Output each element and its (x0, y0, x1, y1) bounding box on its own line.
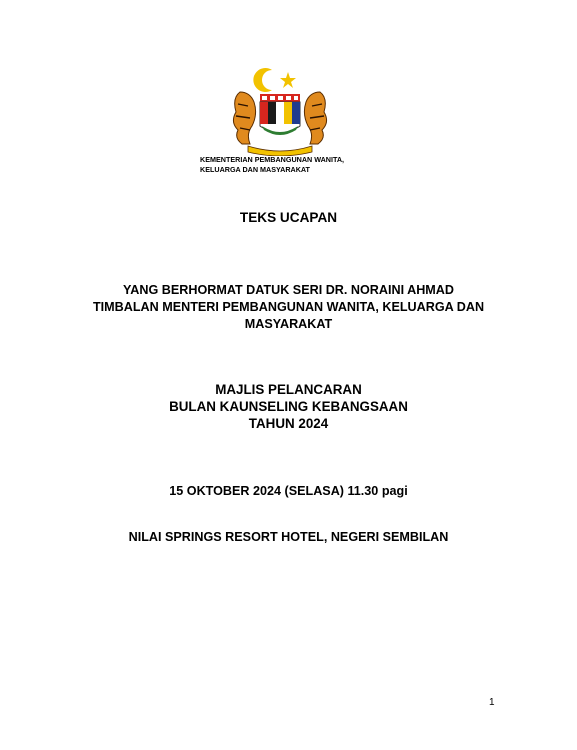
event-date (0, 483, 577, 500)
document-title (0, 209, 577, 226)
speaker-line: YANG BERHORMAT DATUK SERI DR. NORAINI AHMAD (123, 283, 454, 297)
event-line: TAHUN 2024 (248, 416, 329, 431)
page-number: 1 (489, 697, 495, 708)
star-icon (280, 72, 296, 88)
crescent-icon (253, 68, 272, 92)
ministry-name (200, 155, 380, 175)
coat-of-arms-icon (222, 64, 338, 156)
event-date-text: 15 OKTOBER 2024 (SELASA) 11.30 pagi (169, 484, 408, 498)
right-tiger-icon (304, 92, 326, 144)
event-venue-text: NILAI SPRINGS RESORT HOTEL, NEGERI SEMBILAN (128, 530, 449, 544)
event-line: MAJLIS PELANCARAN (215, 382, 362, 397)
speaker-line: TIMBALAN MENTERI PEMBANGUNAN WANITA, KELUARGA DAN (92, 300, 485, 314)
ministry-name-line1: KEMENTERIAN PEMBANGUNAN WANITA, (200, 155, 345, 164)
speaker-block (0, 282, 577, 333)
speaker-line: MASYARAKAT (244, 317, 333, 331)
event-venue (0, 529, 577, 546)
left-tiger-icon (233, 92, 255, 144)
event-line: BULAN KAUNSELING KEBANGSAAN (169, 399, 408, 414)
ministry-name-line2: KELUARGA DAN MASYARAKAT (200, 165, 310, 174)
event-block (0, 381, 577, 432)
document-title-text: TEKS UCAPAN (239, 210, 338, 225)
